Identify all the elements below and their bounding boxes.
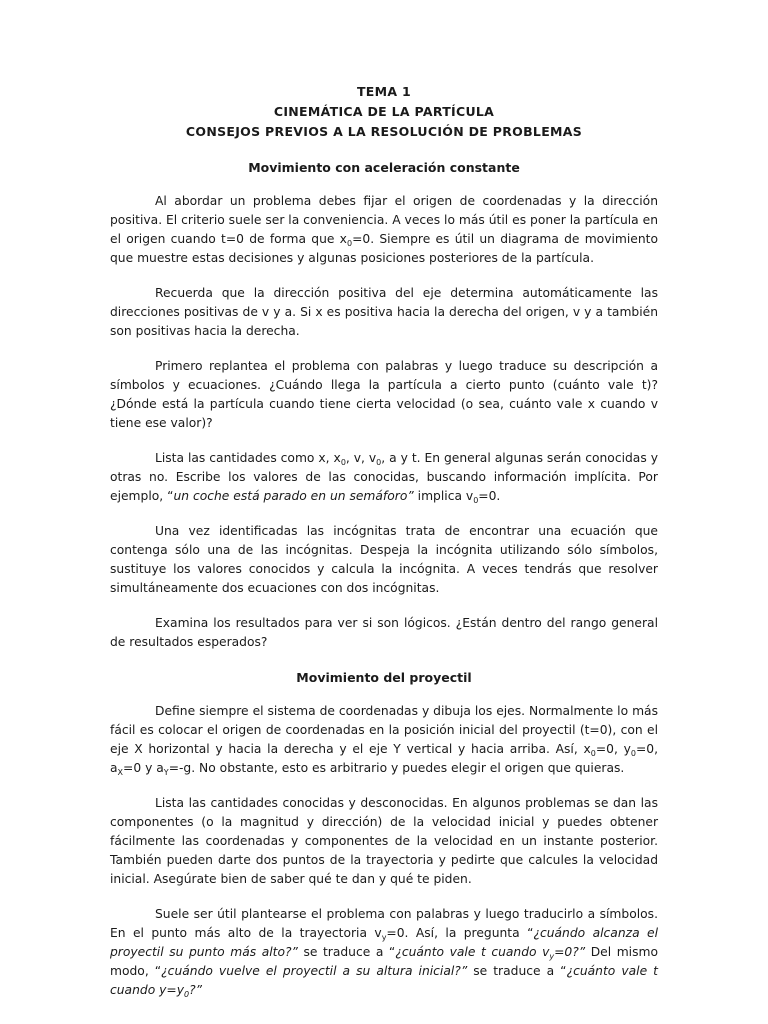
paragraph: Una vez identificadas las incógnitas trata de encontrar una ecuación que contenga sólo una de las incógnitas. Despeja la incógnita utilizando sólo símbolos, sustituye los valores conocidos y calcula la incógnita. A veces tendrás que resolver simultáneamente dos ecuaciones con dos incógnitas. bbox=[110, 524, 658, 595]
paragraph: Recuerda que la dirección positiva del eje determina automáticamente las direcciones positivas de v y a. Si x es positiva hacia la derecha del origen, v y a también son positivas hacia la derecha. bbox=[110, 286, 658, 338]
topic-number: TEMA 1 bbox=[356, 84, 412, 99]
paragraph: Examina los resultados para ver si son lógicos. ¿Están dentro del rango general de resultados esperados? bbox=[110, 616, 658, 649]
paragraph: Primero replantea el problema con palabras y luego traduce su descripción a símbolos y ecuaciones. ¿Cuándo llega la partícula a cierto punto (cuánto vale t)? ¿Dónde está la partícula cuando tiene cierta velocidad (o sea, cuánto vale x cuando v tiene ese valor)? bbox=[110, 359, 658, 430]
paragraph: Al abordar un problema debes fijar el origen de coordenadas y la dirección positiva. El criterio suele ser la conveniencia. A veces lo más útil es poner la partícula en el origen cuando t=0 de forma que $x_0=0$. Siempre es útil un diagrama de movimiento que muestre estas decisiones y algunas posiciones posteriores de la partícula. bbox=[110, 194, 658, 265]
document-header bbox=[110, 82, 658, 142]
paragraph: Define siempre el sistema de coordenadas y dibuja los ejes. Normalmente lo más fácil es colocar el origen de coordenadas en la posición inicial del proyectil (t=0), con el eje X horizontal y hacia la derecha y el eje Y vertical y hacia arriba. Así, $x_0=0$, $y_0=0$, $a_X=0$ y $a_Y=-g$. No obstante, esto es arbitrario y puedes elegir el origen que quieras. bbox=[110, 704, 658, 777]
paragraph: Lista las cantidades conocidas y desconocidas. En algunos problemas se dan las componentes (o la magnitud y dirección) de la velocidad inicial y puedes obtener fácilmente las coordenadas y componentes de la velocidad en un instante posterior. También pueden darte dos puntos de la trayectoria y pedirte que calcules la velocidad inicial. Asegúrate bien de saber qué te dan y qué te piden. bbox=[110, 796, 658, 886]
paragraph: Lista las cantidades como x, $x_0$, v, $v_0$, a y t. En general algunas serán conocidas y otras no. Escribe los valores de las conocidas, buscando información implícita. Por ejemplo, “un coche está parado en un semáforo” implica $v_0=0$. bbox=[110, 451, 658, 505]
document-title: CINEMÁTICA DE LA PARTÍCULA bbox=[273, 104, 495, 119]
document-subtitle: CONSEJOS PREVIOS A LA RESOLUCIÓN DE PROBLEMAS bbox=[185, 124, 583, 139]
section-heading-constant-acceleration: Movimiento con aceleración constante bbox=[248, 160, 520, 175]
section-heading-projectile-motion: Movimiento del proyectil bbox=[296, 670, 472, 685]
paragraph: Suele ser útil plantearse el problema con palabras y luego traducirlo a símbolos. En el punto más alto de la trayectoria $v_y=0$. Así, la pregunta “¿cuándo alcanza el proyectil su punto más alto?” se traduce a “¿cuánto vale t cuando $v_y=0$?” Del mismo modo, “¿cuándo vuelve el proyectil a su altura inicial?” se traduce a “¿cuánto vale t cuando $y=y_0$?” bbox=[110, 907, 658, 999]
